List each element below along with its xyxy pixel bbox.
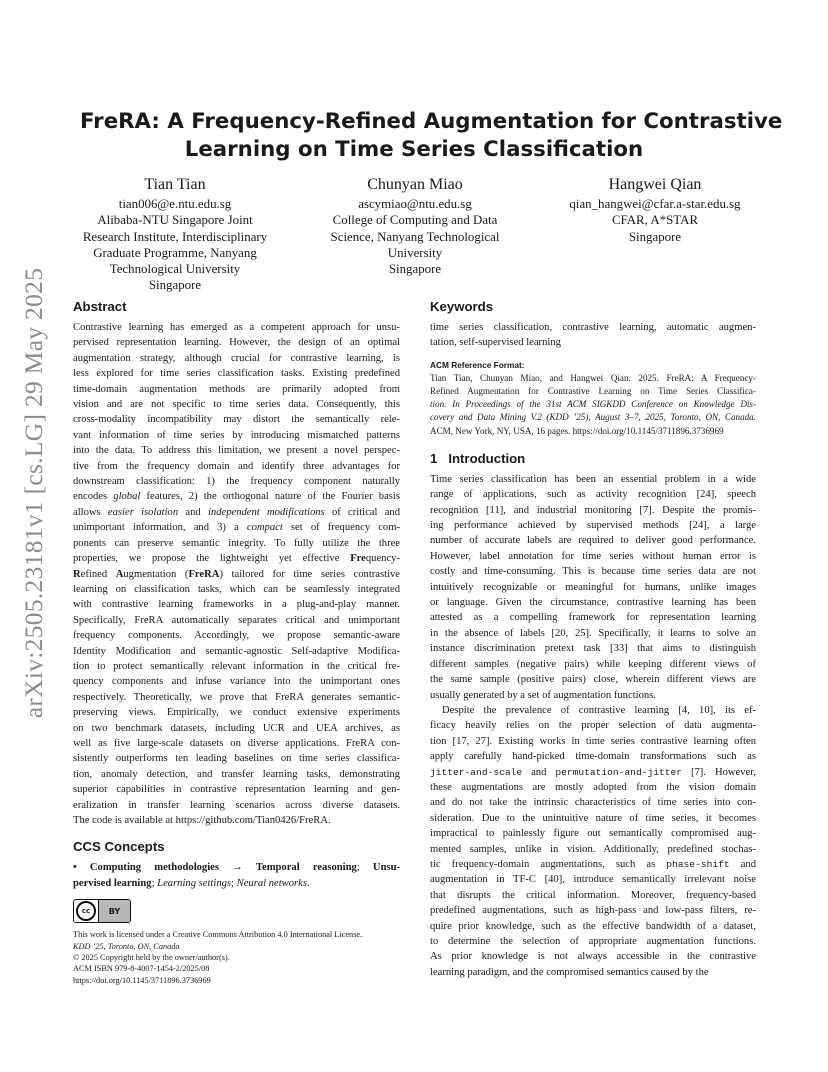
cc-license-badge bbox=[73, 899, 400, 923]
author-block bbox=[60, 175, 770, 295]
abstract-line: quency components and infuse variance into the unimportant ones bbox=[73, 676, 400, 688]
by-label: BY bbox=[108, 906, 121, 916]
acm-reference-heading: ACM Reference Format: bbox=[430, 359, 525, 370]
introduction-line: and do not take the intrinsic characteristics of time series into con- bbox=[430, 797, 756, 809]
abstract-line: cross-modality incompatibility may distort the semantically rele- bbox=[73, 414, 400, 426]
introduction-line: the same sample (positive pairs) close, wherein different views are bbox=[430, 674, 756, 686]
abstract-line: Identity Modification and semantic-agnostic Self-adaptive Modifica- bbox=[73, 645, 400, 657]
introduction-line: number of accurate labels are required to deliver good performance. bbox=[430, 535, 756, 547]
author-affiliation: Singapore bbox=[628, 229, 682, 244]
introduction-section bbox=[430, 450, 756, 980]
abstract-line: encodes global features, 2) the orthogonal nature of the Fourier basis bbox=[73, 491, 400, 503]
abstract-line: learning on classification tasks, which can be seamlessly integrated bbox=[73, 583, 400, 595]
license-block bbox=[73, 899, 400, 986]
introduction-line: tic frequency-domain augmentations, such as phase-shift and bbox=[430, 858, 756, 870]
abstract-line: pervised representation learning. However, the design of an optimal bbox=[73, 337, 400, 349]
abstract-line: vision and are not specific to time series data. Consequently, this bbox=[73, 399, 400, 411]
abstract-line: augmentation strategy, although crucial for contrastive learning, is bbox=[73, 352, 400, 364]
abstract-line: time-domain augmentation methods are primarily adopted from bbox=[73, 383, 400, 395]
abstract-line: Refined Augmentation (FreRA) tailored for time series contrastive bbox=[73, 568, 401, 580]
acm-reference-line: covery and Data Mining V.2 (KDD ’25), August 3–7, 2025, Toronto, ON, Canada. bbox=[430, 412, 756, 423]
abstract-line: properties, we propose the lightweight yet effective Frequency- bbox=[73, 553, 400, 565]
introduction-line: Time series classification has been an essential problem in a wide bbox=[430, 473, 756, 485]
author-chunyan-miao bbox=[300, 175, 530, 277]
introduction-line: ing performance achieved by supervised methods [24], a large bbox=[430, 520, 756, 532]
license-line: © 2025 Copyright held by the owner/author(s). bbox=[73, 953, 230, 963]
arxiv-identifier: arXiv:2505.23181v1 [cs.LG] 29 May 2025 bbox=[19, 267, 48, 719]
introduction-line: learning paradigm, and the compromised semantics caused by the bbox=[430, 966, 709, 978]
author-affiliation: Science, Nanyang Technological bbox=[330, 229, 500, 244]
license-venue: KDD ’25, Toronto, ON, Canada bbox=[73, 941, 180, 951]
acm-reference-body bbox=[430, 372, 756, 438]
abstract-line: sistently outperforms ten leading baselines on time series classifica- bbox=[73, 753, 400, 765]
introduction-line: quire prior knowledge, such as the effective bandwidth of a dataset, bbox=[430, 920, 756, 932]
title-line: Learning on Time Series Classification bbox=[184, 137, 644, 162]
introduction-line: attested as a compelling framework for representation learning bbox=[430, 612, 756, 624]
abstract-line: tive from the frequency domain and identify three advantages for bbox=[73, 460, 400, 472]
abstract-line: tion to protect semantically relevant information in the critical fre- bbox=[73, 660, 400, 672]
author-name: Chunyan Miao bbox=[367, 176, 463, 193]
introduction-line: mented samples, unlike in vision. Additionally, predefined stochas- bbox=[430, 843, 756, 855]
abstract-line: on two benchmark datasets, including UCR and UEA archives, as bbox=[73, 722, 400, 734]
introduction-line: As prior knowledge is not always accessible in the contrastive bbox=[430, 951, 756, 963]
introduction-paragraph bbox=[430, 472, 756, 703]
ccs-body bbox=[73, 860, 400, 891]
introduction-line: jitter-and-scale and permutation-and-jitter [7]. However, bbox=[430, 766, 756, 778]
author-hangwei-qian bbox=[540, 175, 770, 245]
author-affiliation: Technological University bbox=[109, 262, 241, 277]
author-affiliation: Graduate Programme, Nanyang bbox=[93, 245, 257, 260]
introduction-line: intuitively recognizable or meaningful for humans, unlike images bbox=[430, 581, 756, 593]
introduction-line: or language. Given the circumstance, contrastive learning has been bbox=[430, 597, 756, 609]
abstract-line: downstream classification: 1) the frequency component naturally bbox=[73, 476, 400, 488]
keywords-section bbox=[430, 298, 756, 351]
abstract-line: superior capabilities in contrastive representation learning and gen- bbox=[73, 784, 400, 796]
keywords-line: time series classification, contrastive learning, automatic augmen- bbox=[430, 322, 756, 333]
cc-icon bbox=[74, 900, 99, 922]
abstract-line: Specifically, FreRA automatically separates critical and unimportant bbox=[73, 614, 400, 626]
abstract-line: eralization in transfer learning scenarios across diverse datasets. bbox=[73, 799, 400, 811]
license-line: ACM ISBN 979-8-4007-1454-2/2025/08 bbox=[73, 964, 210, 974]
author-email: tian006@e.ntu.edu.sg bbox=[118, 197, 232, 211]
keywords-heading: Keywords bbox=[430, 299, 494, 314]
title-line: FreRA: A Frequency-Refined Augmentation for Contrastive bbox=[80, 109, 783, 134]
abstract-heading: Abstract bbox=[73, 299, 127, 314]
ccs-heading: CCS Concepts bbox=[73, 839, 165, 855]
introduction-line: apply carefully hand-picked time-domain transformations such as bbox=[430, 751, 756, 763]
abstract-line: ponents can preserve semantic integrity. To fully utilize the three bbox=[73, 537, 400, 549]
acm-reference-line: Refined Augmentation for Contrastive Learning on Time Series Classifica- bbox=[430, 386, 756, 397]
author-name: Tian Tian bbox=[144, 176, 206, 193]
author-affiliation: Research Institute, Interdisciplinary bbox=[82, 229, 268, 244]
ccs-line: • Computing methodologies → Temporal reasoning; Unsu- bbox=[73, 862, 401, 874]
ccs-section bbox=[73, 838, 400, 891]
introduction-line: that disrupts the critical information. Moreover, frequency-based bbox=[430, 889, 756, 901]
introduction-line: to determine the selection of appropriate augmentation functions. bbox=[430, 936, 756, 948]
acm-reference-line: Tian Tian, Chunyan Miao, and Hangwei Qian. 2025. FreRA: A Frequency- bbox=[430, 372, 756, 383]
abstract-line: The code is available at https://github.com/Tian0426/FreRA. bbox=[73, 815, 331, 826]
author-email: qian_hangwei@cfar.a-star.edu.sg bbox=[569, 197, 741, 211]
author-affiliation: University bbox=[387, 245, 443, 260]
abstract-line: allows easier isolation and independent modifications of critical and bbox=[73, 506, 400, 518]
right-column bbox=[430, 298, 756, 988]
introduction-line: costly and time-consuming. This is because time series data are not bbox=[430, 566, 756, 578]
introduction-paragraph bbox=[430, 703, 756, 980]
acm-reference-section bbox=[430, 359, 756, 438]
author-affiliation: Alibaba-NTU Singapore Joint bbox=[97, 213, 253, 228]
introduction-line: impractical to painlessly figure out semantically compromised aug- bbox=[430, 828, 756, 840]
introduction-line: usually generated by a set of augmentation functions. bbox=[430, 689, 656, 701]
cc-by-logo bbox=[73, 899, 131, 923]
introduction-heading: 1 Introduction bbox=[430, 450, 526, 466]
abstract-line: preserving views. Empirically, we conduct extensive experiments bbox=[73, 707, 400, 719]
license-text bbox=[73, 929, 400, 986]
author-affiliation: CFAR, A*STAR bbox=[611, 213, 699, 228]
author-name: Hangwei Qian bbox=[608, 176, 702, 193]
author-affiliation: Singapore bbox=[388, 262, 442, 277]
abstract-line: well as five large-scale datasets on diverse applications. FreRA con- bbox=[73, 737, 400, 749]
introduction-line: instance discrimination pretext task [33] that aims to distinguish bbox=[430, 643, 756, 655]
author-affiliation: College of Computing and Data bbox=[332, 213, 498, 228]
author-affiliation: Singapore bbox=[148, 278, 202, 293]
abstract-line: unimportant information, and 3) a compact set of frequency com- bbox=[73, 522, 401, 534]
introduction-line: predefined augmentations, such as high-pass and low-pass filters, re- bbox=[430, 905, 756, 917]
introduction-line: recognition [11], and industrial monitoring [7]. Despite the promis- bbox=[430, 504, 756, 516]
keywords-body bbox=[430, 320, 756, 351]
abstract-line: with contrastive learning frameworks in a plug-and-play manner. bbox=[73, 599, 400, 611]
introduction-line: tion [17, 27]. Existing works in time series contrastive learning often bbox=[430, 735, 756, 747]
left-column bbox=[73, 298, 400, 986]
author-tian-tian bbox=[60, 175, 290, 294]
introduction-line: Despite the prevalence of contrastive learning [4, 10], its ef- bbox=[442, 704, 756, 716]
license-line: This work is licensed under a Creative Commons Attribution 4.0 International License. bbox=[73, 930, 363, 940]
introduction-line: in the absence of labels [20, 25]. Specifically, it learns to solve an bbox=[430, 627, 756, 639]
abstract-line: Contrastive learning has emerged as a competent approach for unsu- bbox=[73, 322, 400, 333]
license-doi: https://doi.org/10.1145/3711896.3736969 bbox=[73, 975, 211, 985]
ccs-line: pervised learning; Learning settings; Neural networks. bbox=[73, 877, 310, 889]
introduction-line: these augmentations are mostly adopted from the vision domain bbox=[430, 781, 756, 793]
abstract-line: frequency components. Accordingly, we propose semantic-aware bbox=[73, 630, 400, 642]
introduction-line: However, label annotation for time series without human error is bbox=[430, 550, 756, 562]
abstract-section bbox=[73, 298, 400, 828]
by-icon bbox=[99, 900, 130, 922]
abstract-line: tion, anomaly detection, and transfer learning tasks, demonstrating bbox=[73, 768, 400, 780]
introduction-line: different samples (negative pairs) while keeping different views of bbox=[430, 658, 756, 670]
introduction-line: range of applications, such as activity recognition [24], speech bbox=[430, 489, 756, 501]
introduction-line: ficacy heavily relies on the proper selection of data augmenta- bbox=[430, 720, 756, 732]
abstract-body bbox=[73, 320, 400, 828]
keywords-line: tation, self-supervised learning bbox=[430, 337, 561, 349]
introduction-line: augmentation in TF-C [40], introduce semantically irrelevant noise bbox=[430, 874, 756, 886]
abstract-line: respectively. Theoretically, we prove that FreRA generates semantic- bbox=[73, 691, 400, 703]
introduction-line: sideration. Due to the unintuitive nature of time series, it becomes bbox=[430, 812, 756, 824]
acm-reference-line: ACM, New York, NY, USA, 16 pages. https://doi.org/10.1145/3711896.3736969 bbox=[430, 425, 724, 436]
paper-title bbox=[80, 108, 783, 164]
abstract-line: less explored for time series classification tasks. Existing predefined bbox=[73, 368, 400, 380]
acm-reference-line: tion. In Proceedings of the 31st ACM SIGKDD Conference on Knowledge Dis- bbox=[430, 399, 756, 410]
abstract-line: vant information of time series by introducing mismatched patterns bbox=[73, 429, 400, 441]
author-email: ascymiao@ntu.edu.sg bbox=[358, 197, 472, 211]
cc-circle-icon: cc bbox=[76, 901, 96, 921]
abstract-line: into the data. To address this limitation, we present a novel perspec- bbox=[73, 445, 400, 457]
